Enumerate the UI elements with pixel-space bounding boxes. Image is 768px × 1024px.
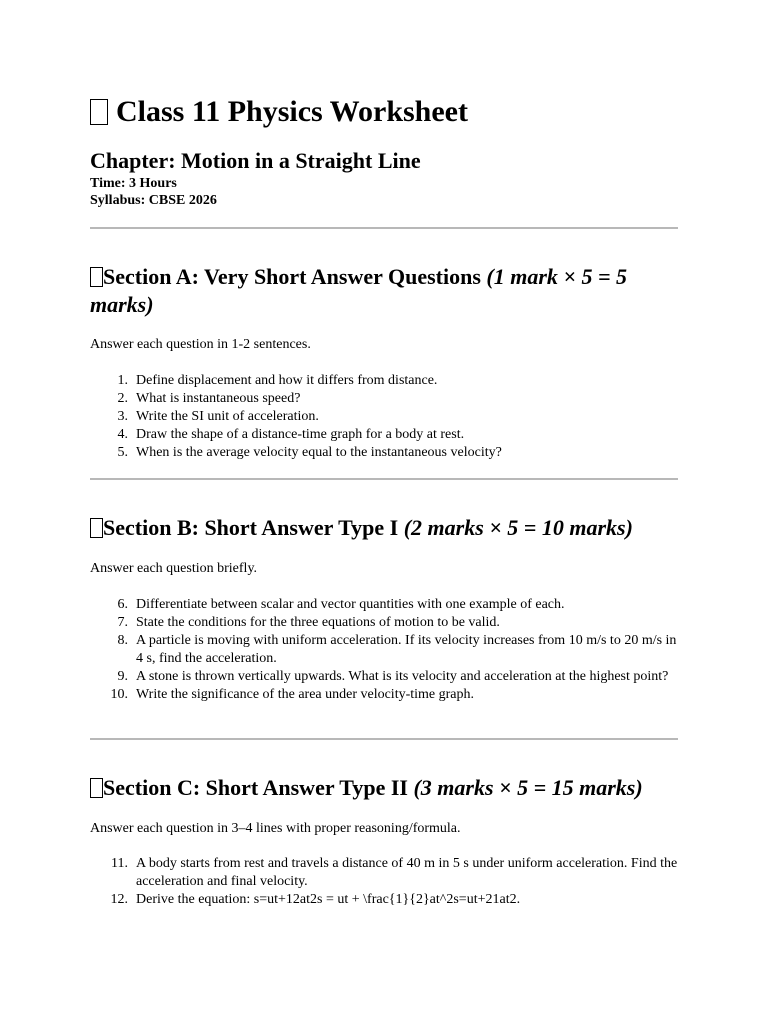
- question-number: 7.: [117, 615, 128, 630]
- question-text: Derive the equation: s=ut+12at2s = ut + \frac{1}{2}at^2s=ut+21at2.: [136, 892, 521, 907]
- divider: [90, 227, 678, 229]
- question-number: 1.: [117, 373, 128, 388]
- missing-glyph-icon: [90, 778, 103, 798]
- question-number: 12.: [110, 892, 128, 907]
- divider: [90, 738, 678, 740]
- question-number: 5.: [117, 445, 128, 460]
- section-a-instruction: Answer each question in 1-2 sentences.: [90, 337, 311, 352]
- question-item: [90, 390, 680, 408]
- question-number: 3.: [117, 409, 128, 424]
- question-number: 10.: [110, 687, 128, 702]
- question-text: A particle is moving with uniform acceleration. If its velocity increases from 10 m/s to 20 m/s in 4 s, find the acceleration.: [136, 633, 677, 666]
- question-number: 11.: [111, 856, 128, 871]
- question-text: What is instantaneous speed?: [136, 391, 301, 406]
- section-a-questions: [90, 372, 680, 462]
- question-text: State the conditions for the three equations of motion to be valid.: [136, 615, 500, 630]
- section-b-heading: [90, 514, 680, 542]
- question-text: When is the average velocity equal to the instantaneous velocity?: [136, 445, 502, 460]
- section-c-questions: [90, 855, 680, 909]
- question-item: [90, 426, 680, 444]
- section-a-heading: [90, 263, 680, 319]
- page-title-text: Class 11 Physics Worksheet: [116, 95, 468, 128]
- page-title: [90, 92, 468, 132]
- section-b-title: Section B: Short Answer Type I: [103, 515, 399, 540]
- question-item: [90, 891, 680, 909]
- question-number: 8.: [117, 633, 128, 648]
- section-b-questions: [90, 596, 680, 704]
- question-item: [90, 596, 680, 614]
- chapter-heading: Chapter: Motion in a Straight Line: [90, 148, 421, 173]
- syllabus-info: Syllabus: CBSE 2026: [90, 193, 217, 208]
- section-b-marks: (2 marks × 5 = 10 marks): [403, 515, 633, 540]
- question-text: Differentiate between scalar and vector quantities with one example of each.: [136, 597, 565, 612]
- section-c-title: Section C: Short Answer Type II: [103, 775, 408, 800]
- question-item: [90, 686, 680, 704]
- question-text: A body starts from rest and travels a distance of 40 m in 5 s under uniform acceleration. Find the acceleration and final velocity.: [136, 856, 678, 889]
- section-c-instruction: Answer each question in 3–4 lines with proper reasoning/formula.: [90, 821, 461, 836]
- question-item: [90, 444, 680, 462]
- question-text: A stone is thrown vertically upwards. What is its velocity and acceleration at the highest point?: [136, 669, 669, 684]
- section-a-title: Section A: Very Short Answer Questions: [103, 264, 481, 289]
- section-a-marks: (1 mark × 5 = 5 marks): [90, 264, 627, 317]
- question-item: [90, 372, 680, 390]
- question-number: 9.: [117, 669, 128, 684]
- divider: [90, 478, 678, 480]
- question-item: [90, 408, 680, 426]
- time-info: Time: 3 Hours: [90, 176, 177, 191]
- section-b-instruction: Answer each question briefly.: [90, 561, 258, 576]
- question-number: 6.: [117, 597, 128, 612]
- question-item: [90, 614, 680, 632]
- question-item: [90, 668, 680, 686]
- question-text: Write the SI unit of acceleration.: [136, 409, 319, 424]
- missing-glyph-icon: [90, 518, 103, 538]
- question-number: 2.: [117, 391, 128, 406]
- question-text: Define displacement and how it differs from distance.: [136, 373, 438, 388]
- question-item: [90, 632, 680, 668]
- question-text: Write the significance of the area under velocity-time graph.: [136, 687, 475, 702]
- missing-glyph-icon: [90, 99, 108, 125]
- section-c-marks: (3 marks × 5 = 15 marks): [413, 775, 643, 800]
- question-number: 4.: [117, 427, 128, 442]
- question-text: Draw the shape of a distance-time graph for a body at rest.: [136, 427, 465, 442]
- missing-glyph-icon: [90, 267, 103, 287]
- section-c-heading: [90, 774, 680, 802]
- question-item: [90, 855, 680, 891]
